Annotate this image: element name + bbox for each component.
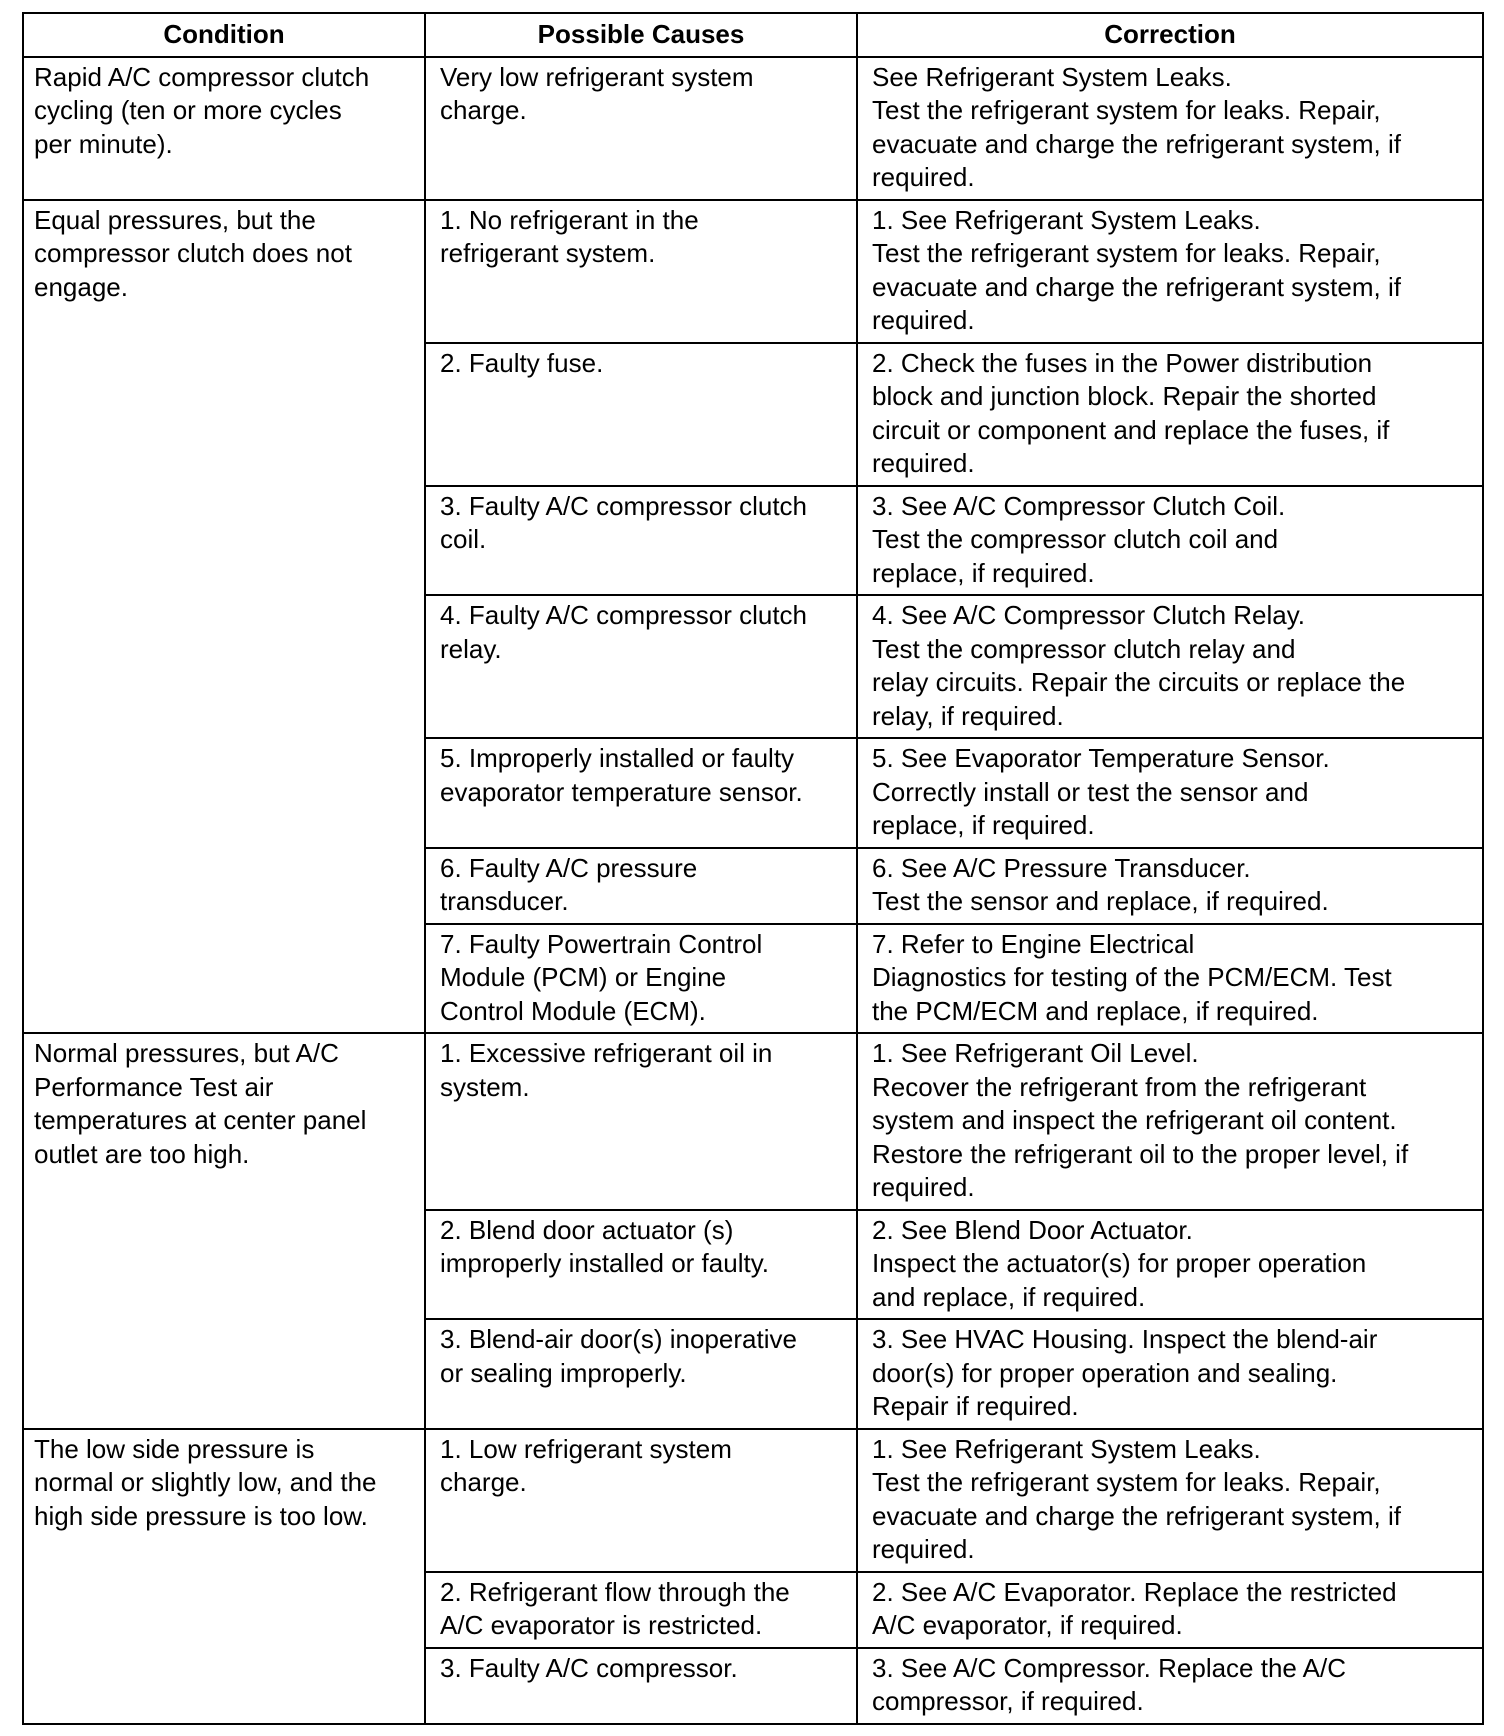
condition-cell: The low side pressure is normal or slightly low, and the high side pressure is too low.	[23, 1429, 425, 1724]
correction-cell: 7. Refer to Engine Electrical Diagnostics for testing of the PCM/ECM. Test the PCM/ECM and replace, if required.	[857, 924, 1483, 1034]
cause-cell: 7. Faulty Powertrain Control Module (PCM) or Engine Control Module (ECM).	[425, 924, 857, 1034]
correction-cell: 3. See A/C Compressor. Replace the A/C compressor, if required.	[857, 1648, 1483, 1724]
correction-cell: 5. See Evaporator Temperature Sensor. Correctly install or test the sensor and replace, if required.	[857, 738, 1483, 848]
correction-cell: 4. See A/C Compressor Clutch Relay. Test the compressor clutch relay and relay circuits. Repair the circuits or replace the relay, if required.	[857, 595, 1483, 738]
cause-cell: 2. Refrigerant flow through the A/C evaporator is restricted.	[425, 1572, 857, 1648]
correction-cell: 2. See Blend Door Actuator. Inspect the actuator(s) for proper operation and replace, if required.	[857, 1210, 1483, 1320]
header-row	[23, 13, 1483, 57]
cause-cell: 2. Faulty fuse.	[425, 343, 857, 486]
cause-cell: 5. Improperly installed or faulty evaporator temperature sensor.	[425, 738, 857, 848]
correction-cell: 6. See A/C Pressure Transducer. Test the sensor and replace, if required.	[857, 848, 1483, 924]
diagnosis-table	[22, 12, 1484, 1725]
correction-cell: 1. See Refrigerant Oil Level. Recover the refrigerant from the refrigerant system and inspect the refrigerant oil content. Restore the refrigerant oil to the proper level, if required.	[857, 1033, 1483, 1210]
correction-cell: 1. See Refrigerant System Leaks. Test the refrigerant system for leaks. Repair, evacuate and charge the refrigerant system, if required.	[857, 1429, 1483, 1572]
header-correction: Correction	[857, 13, 1483, 57]
table-row	[23, 200, 1483, 343]
condition-cell: Equal pressures, but the compressor clutch does not engage.	[23, 200, 425, 1034]
correction-cell: 3. See A/C Compressor Clutch Coil. Test the compressor clutch coil and replace, if required.	[857, 486, 1483, 596]
cause-cell: 3. Faulty A/C compressor clutch coil.	[425, 486, 857, 596]
cause-cell: 1. Excessive refrigerant oil in system.	[425, 1033, 857, 1210]
condition-cell: Rapid A/C compressor clutch cycling (ten or more cycles per minute).	[23, 57, 425, 200]
cause-cell: 6. Faulty A/C pressure transducer.	[425, 848, 857, 924]
correction-cell: 3. See HVAC Housing. Inspect the blend-air door(s) for proper operation and sealing. Repair if required.	[857, 1319, 1483, 1429]
cause-cell: 3. Blend-air door(s) inoperative or sealing improperly.	[425, 1319, 857, 1429]
header-condition: Condition	[23, 13, 425, 57]
correction-cell: See Refrigerant System Leaks. Test the refrigerant system for leaks. Repair, evacuate and charge the refrigerant system, if required.	[857, 57, 1483, 200]
cause-cell: 2. Blend door actuator (s) improperly installed or faulty.	[425, 1210, 857, 1320]
cause-cell: Very low refrigerant system charge.	[425, 57, 857, 200]
cause-cell: 3. Faulty A/C compressor.	[425, 1648, 857, 1724]
condition-cell: Normal pressures, but A/C Performance Test air temperatures at center panel outlet are too high.	[23, 1033, 425, 1429]
cause-cell: 1. No refrigerant in the refrigerant system.	[425, 200, 857, 343]
cause-cell: 4. Faulty A/C compressor clutch relay.	[425, 595, 857, 738]
table-row	[23, 1429, 1483, 1572]
correction-cell: 1. See Refrigerant System Leaks. Test the refrigerant system for leaks. Repair, evacuate and charge the refrigerant system, if required.	[857, 200, 1483, 343]
correction-cell: 2. See A/C Evaporator. Replace the restricted A/C evaporator, if required.	[857, 1572, 1483, 1648]
table-row	[23, 57, 1483, 200]
cause-cell: 1. Low refrigerant system charge.	[425, 1429, 857, 1572]
header-possible-causes: Possible Causes	[425, 13, 857, 57]
table-row	[23, 1033, 1483, 1210]
correction-cell: 2. Check the fuses in the Power distribution block and junction block. Repair the shorted circuit or component and replace the fuses, if required.	[857, 343, 1483, 486]
